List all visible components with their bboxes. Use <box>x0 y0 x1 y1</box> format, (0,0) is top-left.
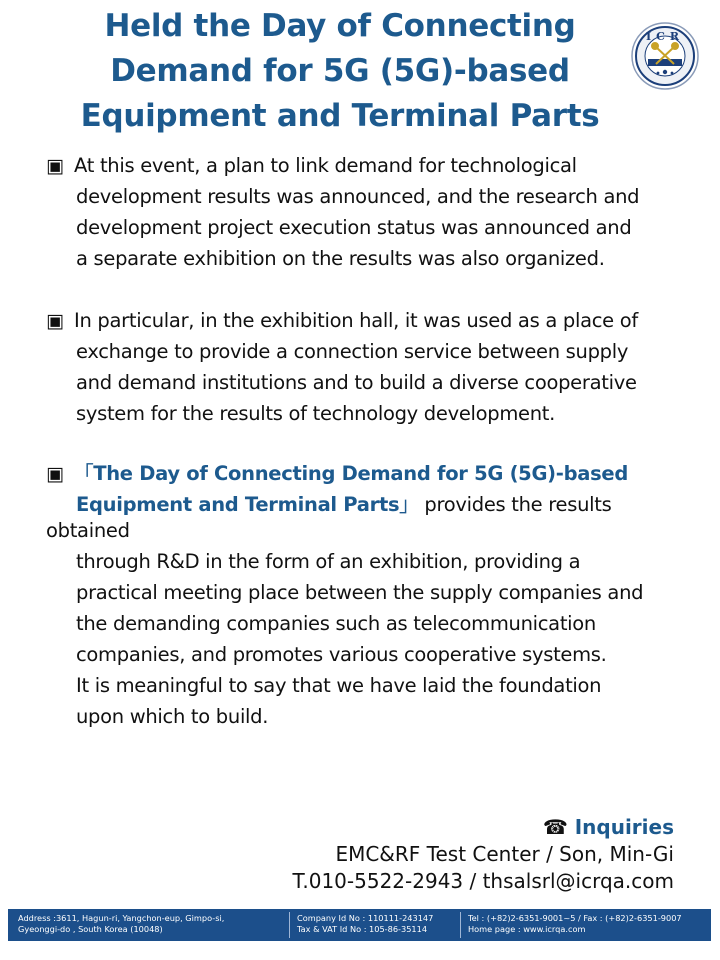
inquiries-label: Inquiries <box>574 815 674 839</box>
title-line: Demand for 5G (5G)-based <box>110 53 570 89</box>
paragraph-line: the demanding companies such as telecommunication <box>76 612 596 635</box>
paragraph-line: exchange to provide a connection service between supply <box>76 340 629 363</box>
paragraph-line: obtained <box>46 519 130 542</box>
footer-divider <box>460 912 461 938</box>
tel-fax: Tel : (+82)2-6351-9001~5 / Fax : (+82)2-6351-9007 <box>468 913 682 923</box>
homepage-link[interactable]: Home page : www.icrqa.com <box>468 924 586 934</box>
paragraph-line: development results was announced, and the research and <box>76 185 640 208</box>
paragraph-line: companies, and promotes various cooperative systems. <box>76 643 607 666</box>
tax-id: Tax & VAT Id No : 105-86-35114 <box>297 924 428 934</box>
seal-lettering: ICR <box>645 30 685 43</box>
paragraph-line: through R&D in the form of an exhibition, providing a <box>76 550 581 573</box>
paragraph-text: provides the results <box>418 493 612 516</box>
page-title <box>40 4 640 139</box>
footer-divider <box>289 912 290 938</box>
bullet-square-icon: ▣ <box>46 463 64 485</box>
paragraph-line: a separate exhibition on the results was also organized. <box>76 247 605 270</box>
inquiries-heading <box>543 813 674 841</box>
paragraph-line <box>46 458 628 490</box>
title-line: Held the Day of Connecting <box>104 8 576 44</box>
footer-address <box>18 913 224 935</box>
paragraph-line: and demand institutions and to build a diverse cooperative <box>76 371 637 394</box>
paragraph-line: upon which to build. <box>76 705 269 728</box>
icr-seal-logo <box>631 22 699 90</box>
paragraph-text: In particular, in the exhibition hall, it was used as a place of <box>74 309 638 332</box>
paragraph-line <box>76 489 612 520</box>
footer-bar <box>8 909 711 941</box>
paragraph-line: development project execution status was announced and <box>76 216 632 239</box>
paragraph-line <box>46 150 577 182</box>
paragraph-line: It is meaningful to say that we have laid the foundation <box>76 674 602 697</box>
paragraph-line <box>46 305 638 337</box>
ribbon-icon <box>648 59 682 66</box>
contact-phone-email: T.010-5522-2943 / thsalsrl@icrqa.com <box>292 869 674 893</box>
footer-company-ids <box>297 913 433 935</box>
paragraph-line: system for the results of technology development. <box>76 402 556 425</box>
bullet-square-icon: ▣ <box>46 310 64 332</box>
paragraph-text: At this event, a plan to link demand for technological <box>74 154 577 177</box>
address-line: Gyeonggi-do , South Korea (10048) <box>18 924 163 934</box>
event-name-highlight: Equipment and Terminal Parts」 <box>76 493 419 516</box>
address-line: Address :3611, Hagun-ri, Yangchon-eup, Gimpo-si, <box>18 913 225 923</box>
contact-person: EMC&RF Test Center / Son, Min-Gi <box>335 842 674 866</box>
company-id: Company Id No : 110111-243147 <box>297 913 434 923</box>
paragraph-line: practical meeting place between the supply companies and <box>76 581 644 604</box>
event-name-highlight: 「The Day of Connecting Demand for 5G (5G)-based <box>74 462 628 485</box>
bullet-square-icon: ▣ <box>46 155 64 177</box>
title-line: Equipment and Terminal Parts <box>80 98 600 134</box>
footer-contact <box>468 913 682 935</box>
phone-icon: ☎ <box>542 815 568 839</box>
